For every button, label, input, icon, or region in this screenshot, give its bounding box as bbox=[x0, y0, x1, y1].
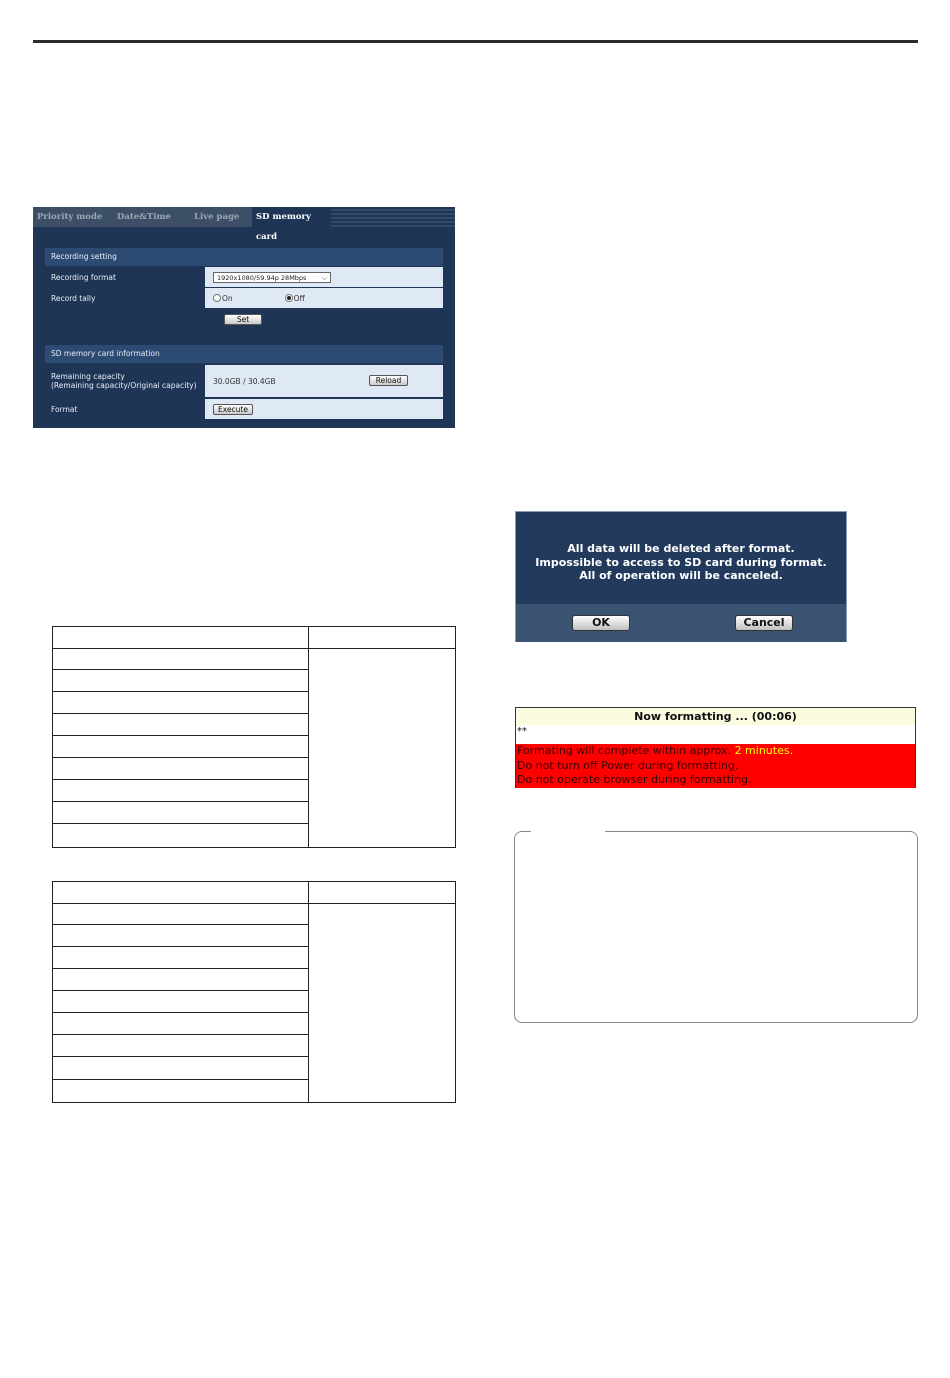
remaining-capacity-row bbox=[45, 365, 443, 397]
dialog-message bbox=[516, 542, 846, 583]
table-row-divider bbox=[53, 713, 308, 714]
formatting-title: Now formatting ... (00:06) bbox=[516, 708, 915, 725]
table-row-divider bbox=[53, 801, 308, 802]
table-header-divider bbox=[53, 903, 455, 904]
warning-prefix: Formating will complete within approx. bbox=[517, 744, 732, 757]
recording-format-select[interactable] bbox=[213, 272, 331, 283]
note-title-gap bbox=[531, 830, 605, 834]
table-column-divider bbox=[308, 627, 309, 847]
record-tally-value-cell bbox=[205, 288, 443, 308]
warning-duration: 2 minutes. bbox=[734, 744, 794, 757]
format-confirm-dialog bbox=[515, 511, 847, 642]
record-tally-row bbox=[45, 288, 443, 308]
table-row-divider bbox=[53, 779, 308, 780]
capacity-value: 30.0GB / 30.4GB bbox=[213, 376, 276, 386]
tab-priority-mode[interactable] bbox=[33, 207, 110, 227]
dialog-line-1: All data will be deleted after format. bbox=[567, 542, 795, 555]
tab-live-page[interactable] bbox=[185, 207, 259, 227]
execute-button[interactable]: Execute bbox=[213, 404, 253, 415]
tab-label: Date&Time bbox=[117, 212, 171, 222]
formatting-warning bbox=[516, 744, 915, 788]
table-row-divider bbox=[53, 1034, 308, 1035]
table-row-divider bbox=[53, 1056, 308, 1057]
table-row-divider bbox=[53, 1012, 308, 1013]
table-row-divider bbox=[53, 968, 308, 969]
tab-bar bbox=[33, 207, 455, 242]
remaining-capacity-value-cell bbox=[205, 365, 443, 397]
table-row-divider bbox=[53, 669, 308, 670]
warning-line-1 bbox=[517, 744, 915, 759]
dialog-line-2: Impossible to access to SD card during format. bbox=[535, 555, 827, 569]
recording-format-row bbox=[45, 267, 443, 287]
table-row-divider bbox=[53, 823, 308, 824]
tab-date-time[interactable] bbox=[111, 207, 185, 227]
table-row-divider bbox=[53, 946, 308, 947]
sd-info-header: SD memory card information bbox=[45, 345, 443, 363]
tab-sd-memory-card[interactable] bbox=[252, 207, 331, 242]
reload-button[interactable]: Reload bbox=[369, 375, 408, 386]
format-label: Format bbox=[45, 399, 204, 419]
note-box bbox=[514, 831, 918, 1023]
record-tally-label: Record tally bbox=[45, 288, 204, 308]
table-row-divider bbox=[53, 1079, 308, 1080]
recording-format-selected: 1920x1080/59.94p 28Mbps bbox=[217, 273, 307, 282]
remaining-capacity-label bbox=[45, 365, 204, 397]
tab-bar-stripes bbox=[327, 207, 455, 227]
formatting-status-box bbox=[515, 707, 916, 788]
recording-setting-header: Recording setting bbox=[45, 248, 443, 266]
chevron-down-icon: ⌵ bbox=[321, 273, 327, 282]
empty-table-1 bbox=[52, 626, 456, 848]
table-header-divider bbox=[53, 648, 455, 649]
table-row-divider bbox=[53, 757, 308, 758]
format-value-cell bbox=[205, 399, 443, 419]
capacity-label-line2: (Remaining capacity/Original capacity) bbox=[51, 381, 197, 390]
tally-off-label: Off bbox=[293, 293, 305, 303]
tab-label: SD memory card bbox=[256, 212, 311, 242]
empty-table-2 bbox=[52, 881, 456, 1103]
ok-button[interactable]: OK bbox=[572, 615, 630, 631]
table-row-divider bbox=[53, 735, 308, 736]
tally-off-radio[interactable] bbox=[285, 294, 293, 302]
set-button[interactable]: Set bbox=[224, 314, 262, 325]
recording-format-label: Recording format bbox=[45, 267, 204, 287]
tab-label: Priority mode bbox=[37, 212, 103, 222]
cancel-button[interactable]: Cancel bbox=[735, 615, 793, 631]
tally-on-label: On bbox=[222, 293, 233, 303]
table-column-divider bbox=[308, 882, 309, 1102]
sd-settings-panel bbox=[33, 207, 455, 428]
table-row-divider bbox=[53, 990, 308, 991]
tally-on-radio[interactable] bbox=[213, 294, 221, 302]
formatting-progress: ** bbox=[517, 726, 527, 737]
warning-line-2: Do not turn off Power during formatting. bbox=[517, 758, 739, 772]
capacity-label-line1: Remaining capacity bbox=[51, 372, 125, 381]
recording-format-value-cell bbox=[205, 267, 443, 287]
table-row-divider bbox=[53, 924, 308, 925]
table-row-divider bbox=[53, 691, 308, 692]
format-row bbox=[45, 399, 443, 419]
top-rule bbox=[33, 40, 918, 43]
dialog-footer bbox=[516, 604, 846, 642]
dialog-line-3: All of operation will be canceled. bbox=[579, 569, 783, 582]
tab-label: Live page bbox=[194, 212, 240, 222]
warning-line-3: Do not operate browser during formatting. bbox=[517, 773, 752, 786]
